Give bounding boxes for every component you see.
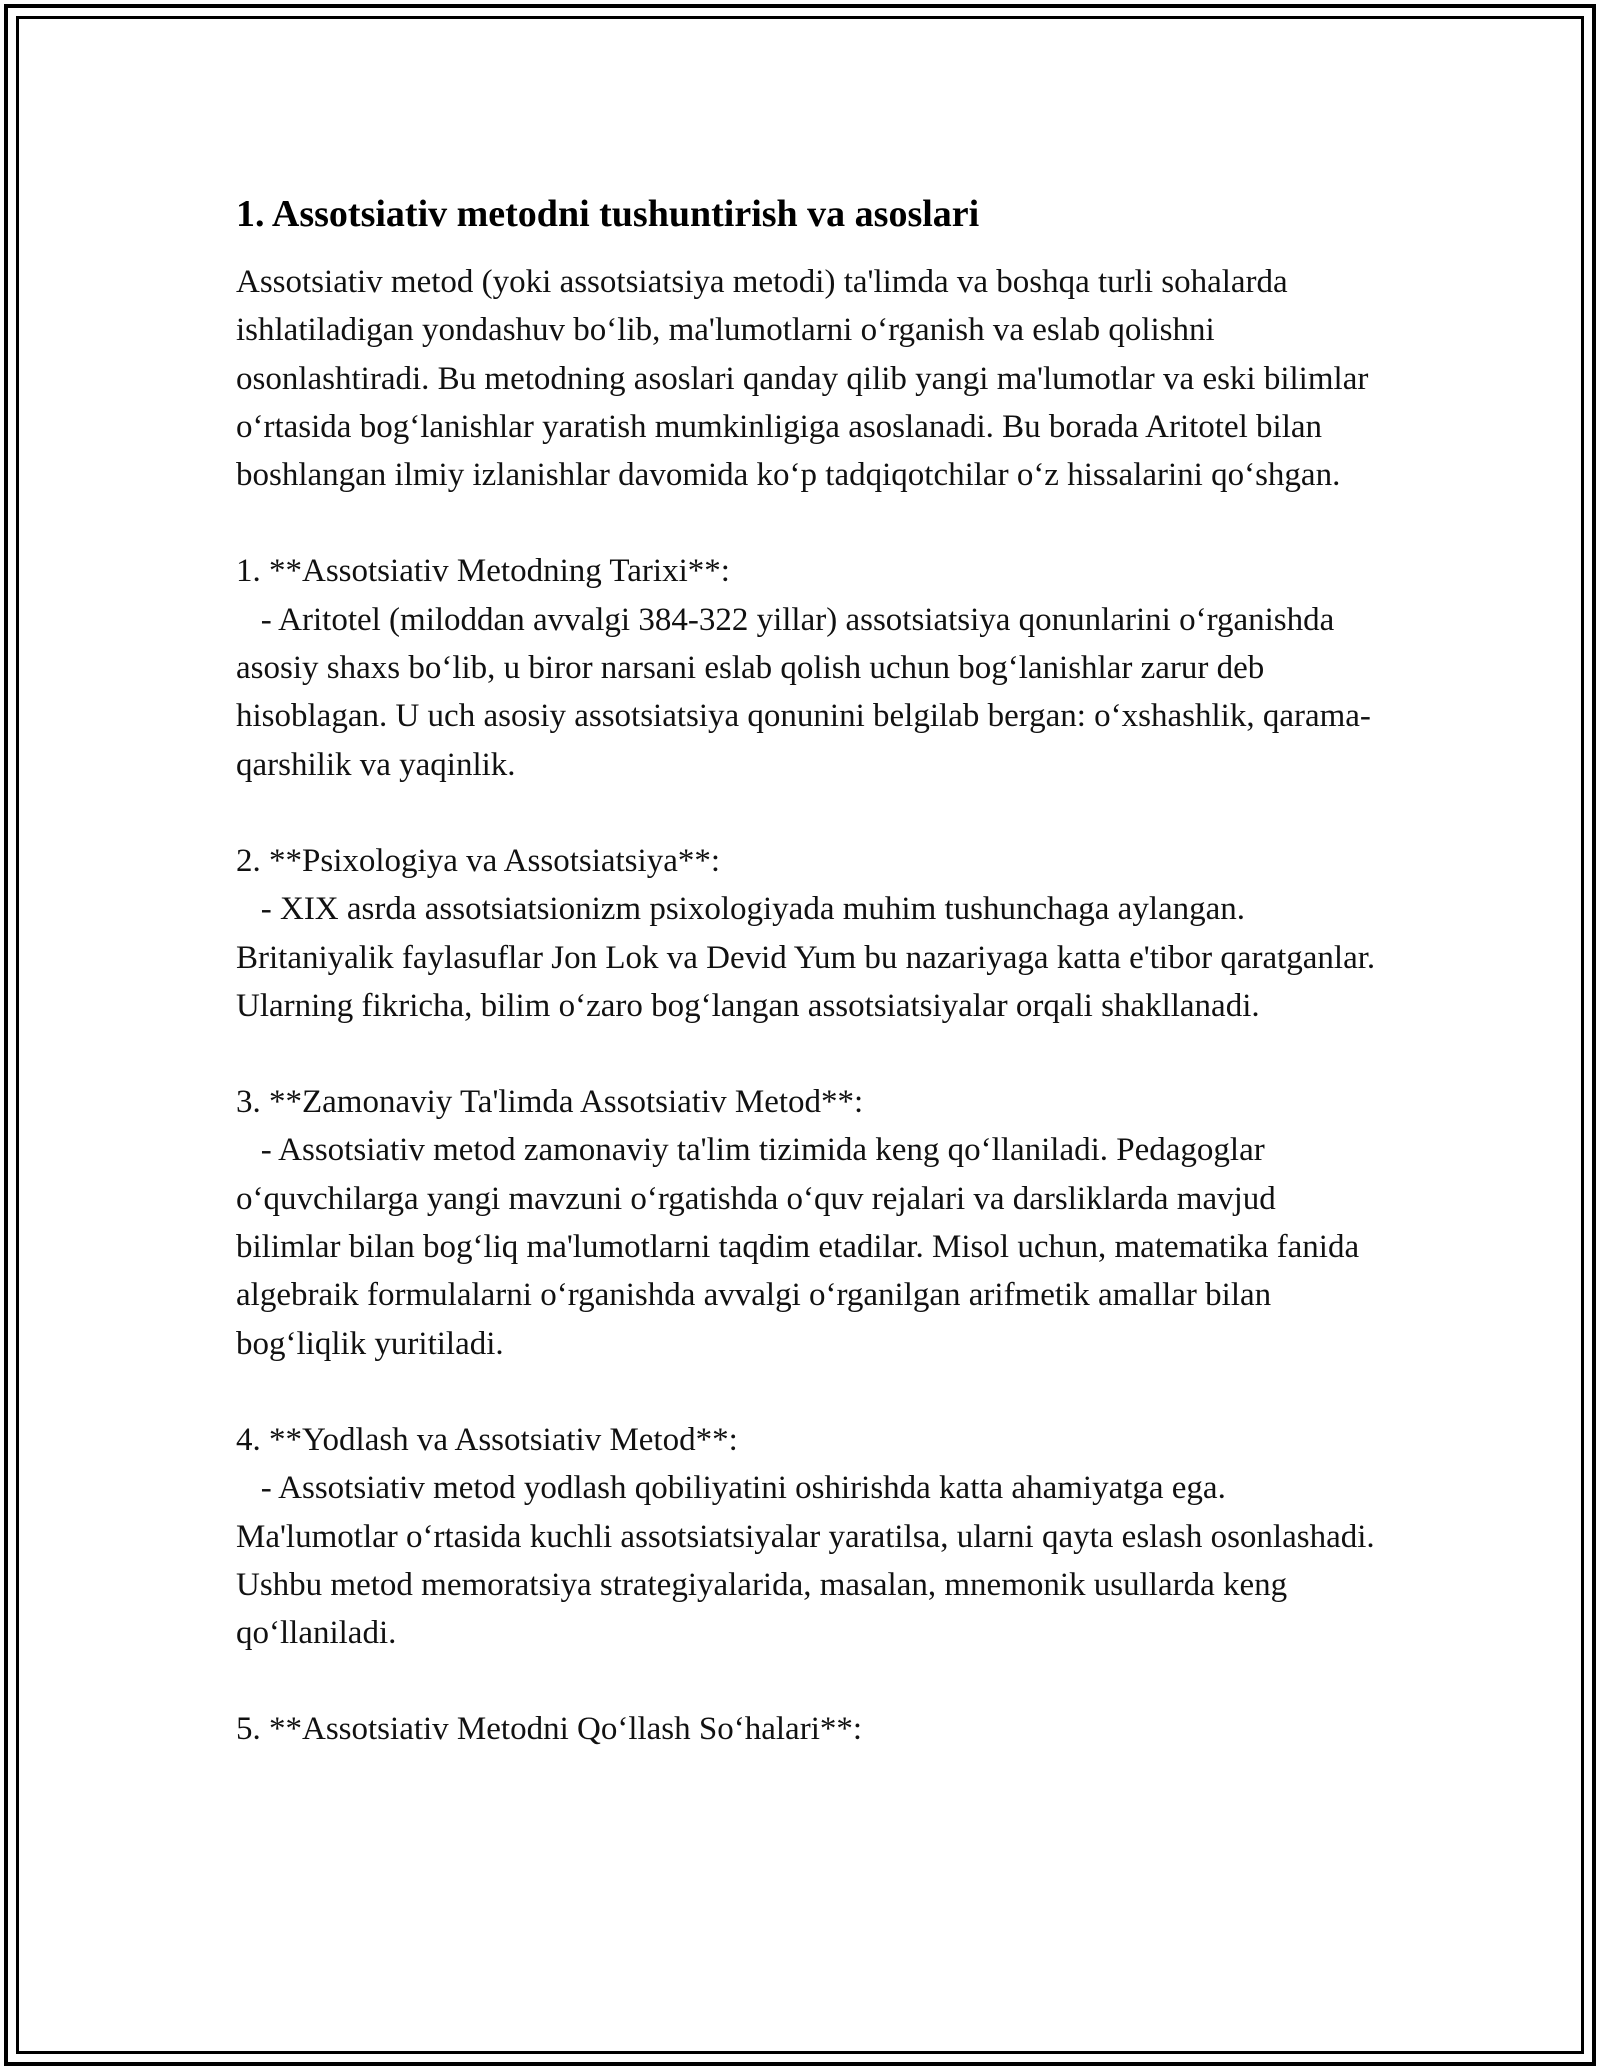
section-body: - Aritotel (miloddan avvalgi 384-322 yillar) assotsiatsiya qonunlarini o‘rganishda asosiy shaxs bo‘lib, u biror narsani eslab qolish uchun bog‘lanishlar zarur deb hisoblagan. U uch asosiy assotsiatsiya qonunini belgilab bergan: o‘xshashlik, qarama-qarshilik va yaqinlik. (236, 601, 1371, 783)
section-heading: 4. **Yodlash va Assotsiativ Metod**: (236, 1421, 738, 1458)
section-heading: 5. **Assotsiativ Metodni Qo‘llash So‘halari**: (236, 1711, 863, 1748)
section-psychology (236, 837, 1386, 1030)
section-memorization (236, 1416, 1386, 1657)
section-history (236, 547, 1386, 788)
section-heading: 2. **Psixologiya va Assotsiatsiya**: (236, 842, 721, 879)
intro-paragraph: Assotsiativ metod (yoki assotsiatsiya metodi) ta'limda va boshqa turli sohalarda ishlatiladigan yondashuv bo‘lib, ma'lumotlarni o‘rganish va eslab qolishni osonlashtiradi. Bu metodning asoslari qanday qilib yangi ma'lumotlar va eski bilimlar o‘rtasida bog‘lanishlar yaratish mumkinligiga asoslanadi. Bu borada Aritotel bilan boshlangan ilmiy izlanishlar davomida ko‘p tadqiqotchilar o‘z hissalarini qo‘shgan. (236, 264, 1369, 494)
section-heading: 3. **Zamonaviy Ta'limda Assotsiativ Metod**: (236, 1084, 864, 1121)
section-modern-education (236, 1078, 1386, 1368)
document-content (236, 186, 1386, 1754)
section-body: - Assotsiativ metod yodlash qobiliyatini oshirishda katta ahamiyatga ega. Ma'lumotlar o‘rtasida kuchli assotsiatsiyalar yaratilsa, ularni qayta eslash osonlashadi. Ushbu metod memoratsiya strategiyalarida, masalan, mnemonik usullarda keng qo‘llaniladi. (236, 1470, 1375, 1652)
section-body: - XIX asrda assotsiatsionizm psixologiyada muhim tushunchaga aylangan. Britaniyalik faylasuflar Jon Lok va Devid Yum bu nazariyaga katta e'tibor qaratganlar. Ularning fikricha, bilim o‘zaro bog‘langan assotsiatsiyalar orqali shakllanadi. (236, 891, 1376, 1024)
section-application-areas (236, 1705, 1386, 1753)
document-title: 1. Assotsiativ metodni tushuntirish va asoslari (236, 193, 980, 235)
section-heading: 1. **Assotsiativ Metodning Tarixi**: (236, 553, 730, 590)
section-body: - Assotsiativ metod zamonaviy ta'lim tizimida keng qo‘llaniladi. Pedagoglar o‘quvchilarga yangi mavzuni o‘rgatishda o‘quv rejalari va darsliklarda mavjud bilimlar bilan bog‘liq ma'lumotlarni taqdim etadilar. Misol uchun, matematika fanida algebraik formulalarni o‘rganishda avvalgi o‘rganilgan arifmetik amallar bilan bog‘liqlik yuritiladi. (236, 1132, 1360, 1362)
